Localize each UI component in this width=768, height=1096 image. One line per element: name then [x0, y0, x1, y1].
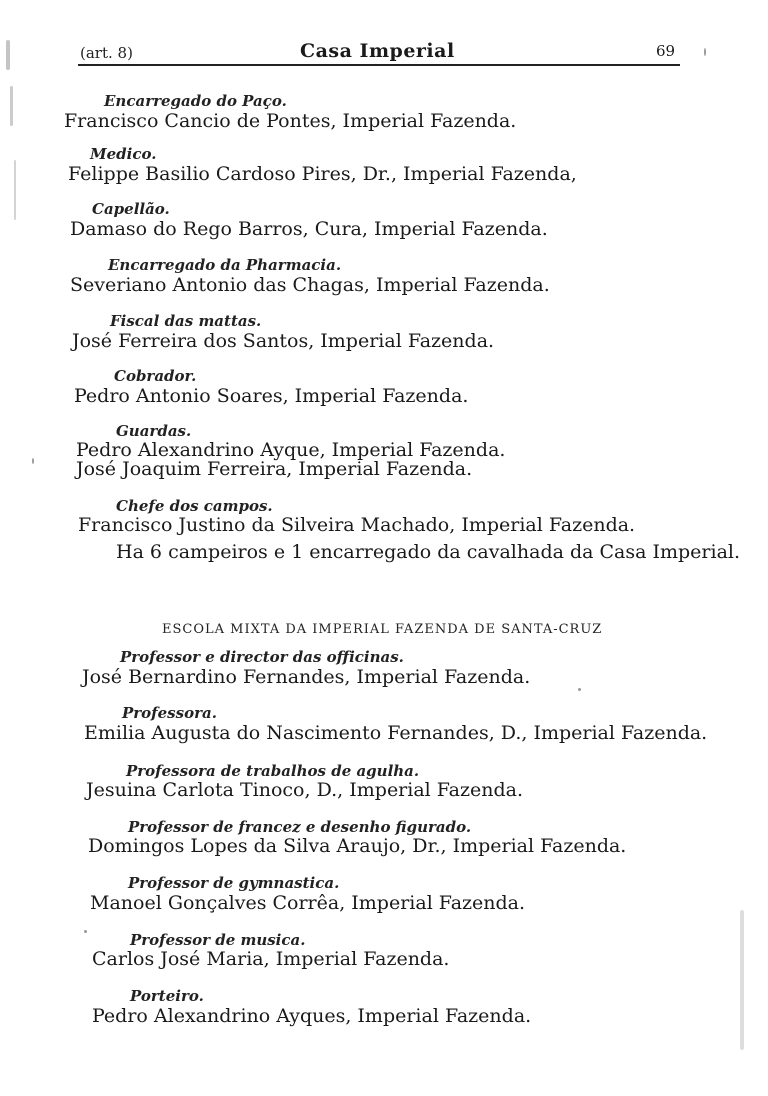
role-heading: Capellão. [92, 200, 170, 218]
name-line: Francisco Cancio de Pontes, Imperial Fazenda. [64, 110, 517, 132]
scan-speck [32, 458, 34, 464]
role-heading: Encarregado do Paço. [104, 92, 287, 110]
scan-speck [6, 40, 10, 70]
note-line: Ha 6 campeiros e 1 encarregado da cavalhada da Casa Imperial. [116, 541, 741, 563]
name-line: Francisco Justino da Silveira Machado, Imperial Fazenda. [78, 514, 636, 536]
scan-speck [10, 86, 13, 126]
name-line: Jesuina Carlota Tinoco, D., Imperial Fazenda. [86, 779, 524, 801]
name-line: Severiano Antonio das Chagas, Imperial Fazenda. [70, 274, 550, 296]
scan-speck [578, 688, 581, 691]
role-heading: Professor e director das officinas. [120, 648, 404, 666]
section-title: ESCOLA MIXTA DA IMPERIAL FAZENDA DE SANTA-CRUZ [162, 622, 603, 637]
name-line: Felippe Basilio Cardoso Pires, Dr., Imperial Fazenda, [68, 163, 577, 185]
role-heading: Cobrador. [114, 367, 197, 385]
role-heading: Professor de francez e desenho figurado. [128, 818, 472, 836]
name-line: José Ferreira dos Santos, Imperial Fazenda. [72, 330, 495, 352]
name-line: Pedro Alexandrino Ayque, Imperial Fazenda. [76, 439, 506, 461]
role-heading: Porteiro. [130, 987, 204, 1005]
name-line: José Joaquim Ferreira, Imperial Fazenda. [76, 458, 473, 480]
name-line: José Bernardino Fernandes, Imperial Fazenda. [82, 666, 531, 688]
name-line: Damaso do Rego Barros, Cura, Imperial Fazenda. [70, 218, 548, 240]
role-heading: Chefe dos campos. [116, 497, 273, 515]
scan-speck [84, 930, 87, 933]
role-heading: Fiscal das mattas. [110, 312, 262, 330]
name-line: Manoel Gonçalves Corrêa, Imperial Fazenda. [90, 892, 526, 914]
name-line: Emilia Augusta do Nascimento Fernandes, D., Imperial Fazenda. [84, 722, 708, 744]
page-header [0, 0, 768, 72]
role-heading: Guardas. [116, 422, 192, 440]
running-title: Casa Imperial [300, 40, 455, 62]
role-heading: Professor de gymnastica. [128, 874, 340, 892]
name-line: Domingos Lopes da Silva Araujo, Dr., Imperial Fazenda. [88, 835, 627, 857]
name-line: Carlos José Maria, Imperial Fazenda. [92, 948, 450, 970]
role-heading: Professora. [122, 704, 217, 722]
scan-speck [740, 910, 744, 1050]
role-heading: Professora de trabalhos de agulha. [126, 762, 420, 780]
name-line: Pedro Antonio Soares, Imperial Fazenda. [74, 385, 469, 407]
article-reference: (art. 8) [80, 44, 133, 62]
page-number: 69 [656, 42, 676, 60]
scan-speck [704, 48, 706, 56]
role-heading: Encarregado da Pharmacia. [108, 256, 342, 274]
scan-speck [14, 160, 16, 220]
role-heading: Professor de musica. [130, 931, 306, 949]
header-rule [78, 64, 680, 66]
role-heading: Medico. [90, 145, 157, 163]
name-line: Pedro Alexandrino Ayques, Imperial Fazenda. [92, 1005, 532, 1027]
